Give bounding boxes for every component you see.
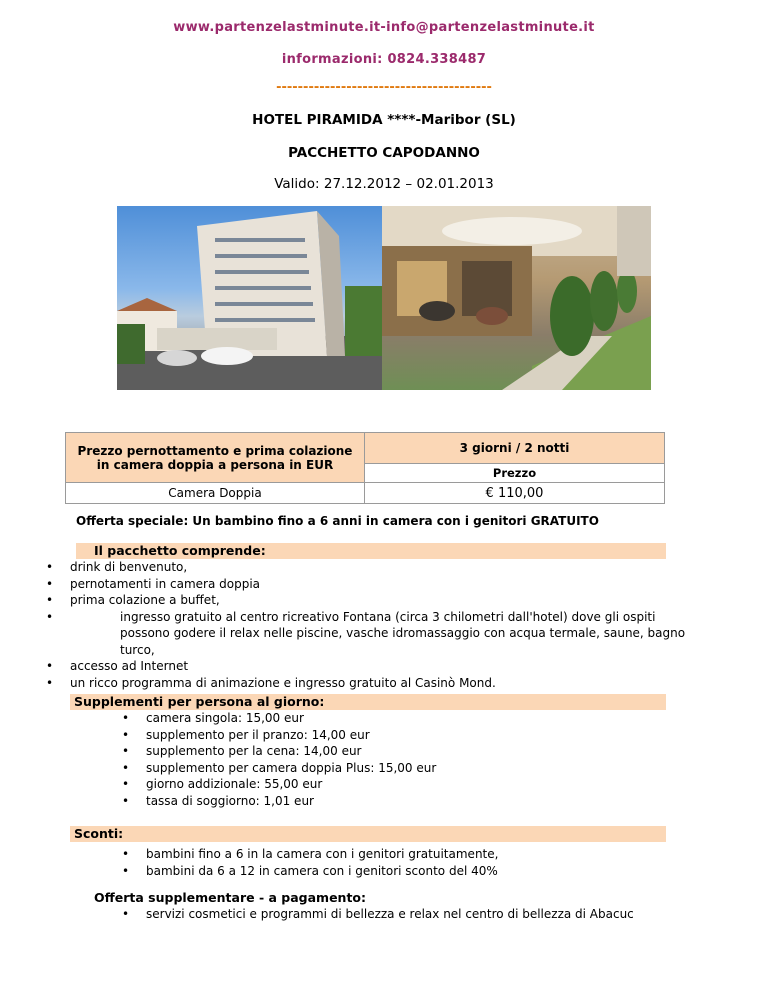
list-item: • giorno addizionale: 55,00 eur (76, 776, 666, 793)
price-header: Prezzo (365, 464, 665, 483)
special-offer: Offerta speciale: Un bambino fino a 6 anni in camera con i genitori GRATUITO (76, 514, 599, 528)
price-description: Prezzo pernottamento e prima colazione in camera doppia a persona in EUR (66, 433, 365, 483)
list-item: • prima colazione a buffet, (0, 592, 700, 609)
list-item: • accesso ad Internet (0, 658, 700, 675)
price-amount: € 110,00 (365, 483, 665, 504)
package-title: PACCHETTO CAPODANNO (288, 145, 480, 161)
list-item: • drink di benvenuto, (0, 559, 700, 576)
hotel-photos (117, 206, 651, 390)
hotel-building-photo (117, 206, 382, 390)
separator: ---------------------------------------- (276, 80, 492, 95)
extra-section (94, 890, 694, 923)
supplements-section (70, 694, 666, 809)
phone-line: informazioni: 0824.338487 (281, 52, 487, 67)
list-item: • supplemento per il pranzo: 14,00 eur (76, 727, 666, 744)
discounts-section (70, 826, 666, 879)
list-item: • pernotamenti in camera doppia (0, 576, 700, 593)
contact-line: www.partenzelastminute.it-info@partenzelastminute.it (173, 20, 595, 35)
list-item: • tassa di soggiorno: 1,01 eur (76, 793, 666, 810)
validity-dates: Valido: 27.12.2012 – 02.01.2013 (274, 176, 494, 192)
list-item: • supplemento per la cena: 14,00 eur (76, 743, 666, 760)
list-item: • supplemento per camera doppia Plus: 15,00 eur (76, 760, 666, 777)
list-item: • un ricco programma di animazione e ingresso gratuito al Casinò Mond. (0, 675, 700, 692)
discounts-heading: Sconti: (70, 826, 666, 842)
list-item: • camera singola: 15,00 eur (76, 710, 666, 727)
hotel-title: HOTEL PIRAMIDA ****-Maribor (SL) (252, 112, 516, 128)
list-item: • ingresso gratuito al centro ricreativo Fontana (circa 3 chilometri dall'hotel) dove gli ospiti possono godere il relax nelle piscine, vasche idromassaggio con acqua termale, saune, bagno turco, (0, 609, 700, 659)
includes-section (70, 543, 686, 691)
list-item: • servizi cosmetici e programmi di bellezza e relax nel centro di bellezza di Abacuc (76, 906, 694, 923)
extra-heading: Offerta supplementare - a pagamento: (94, 890, 367, 905)
list-item: • bambini da 6 a 12 in camera con i genitori sconto del 40% (76, 863, 666, 880)
terrace-photo (382, 206, 651, 390)
price-table (65, 432, 665, 504)
list-item: • bambini fino a 6 in la camera con i genitori gratuitamente, (76, 846, 666, 863)
room-type: Camera Doppia (66, 483, 365, 504)
includes-heading: Il pacchetto comprende: (76, 543, 666, 559)
duration-header: 3 giorni / 2 notti (365, 433, 665, 464)
supplements-heading: Supplementi per persona al giorno: (70, 694, 666, 710)
